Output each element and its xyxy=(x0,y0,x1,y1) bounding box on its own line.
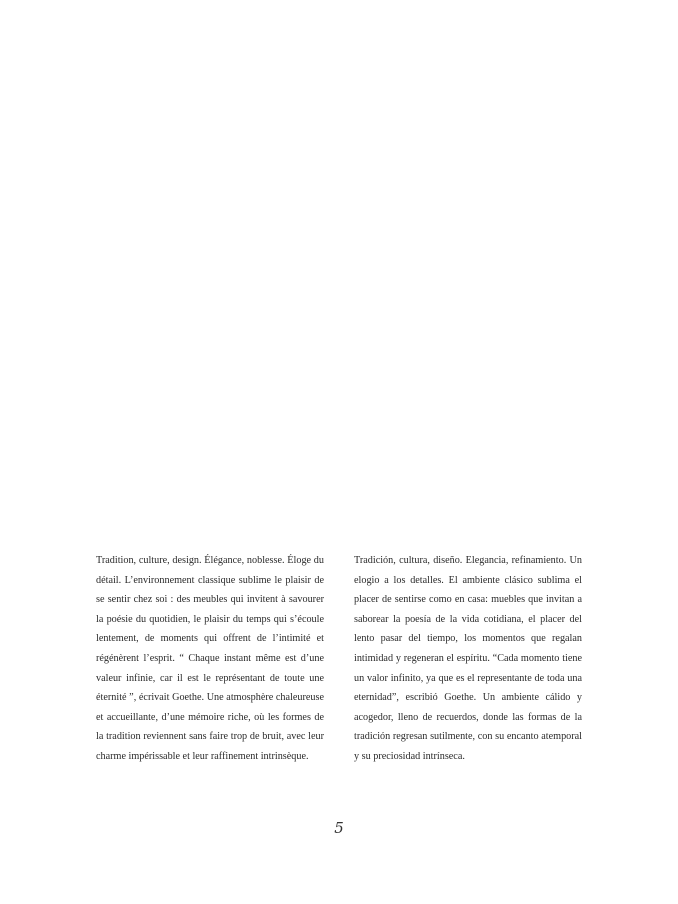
text-column-spanish: Tradición, cultura, diseño. Elegancia, refinamiento. Un elogio a los detalles. El ambiente clásico sublima el placer de sentirse como en casa: muebles que invitan a saborear la poesía de la vida cotidiana, el placer del lento pasar del tiempo, los momentos que regalan intimidad y regeneran el espíritu. “Cada momento tiene un valor infinito, ya que es el representante de toda una eternidad”, escribió Goethe. Un ambiente cálido y acogedor, lleno de recuerdos, donde las formas de la tradición regresan sutilmente, con su encanto atemporal y su preciosidad intrínseca. xyxy=(354,555,582,762)
page-number: 5 xyxy=(334,819,344,837)
text-column-french: Tradition, culture, design. Élégance, noblesse. Éloge du détail. L’environnement classique sublime le plaisir de se sentir chez soi : des meubles qui invitent à savourer la poésie du quotidien, le plaisir du temps qui s’écoule lentement, de moments qui offrent de l’intimité et régénèrent l’esprit. “ Chaque instant même est d’une valeur infinie, car il est le représentant de toute une éternité ”, écrivait Goethe. Une atmosphère chaleureuse et accueillante, d’une mémoire riche, où les formes de la tradition reviennent sans faire trop de bruit, avec leur charme impérissable et leur raffinement intrinsèque. xyxy=(96,555,324,762)
